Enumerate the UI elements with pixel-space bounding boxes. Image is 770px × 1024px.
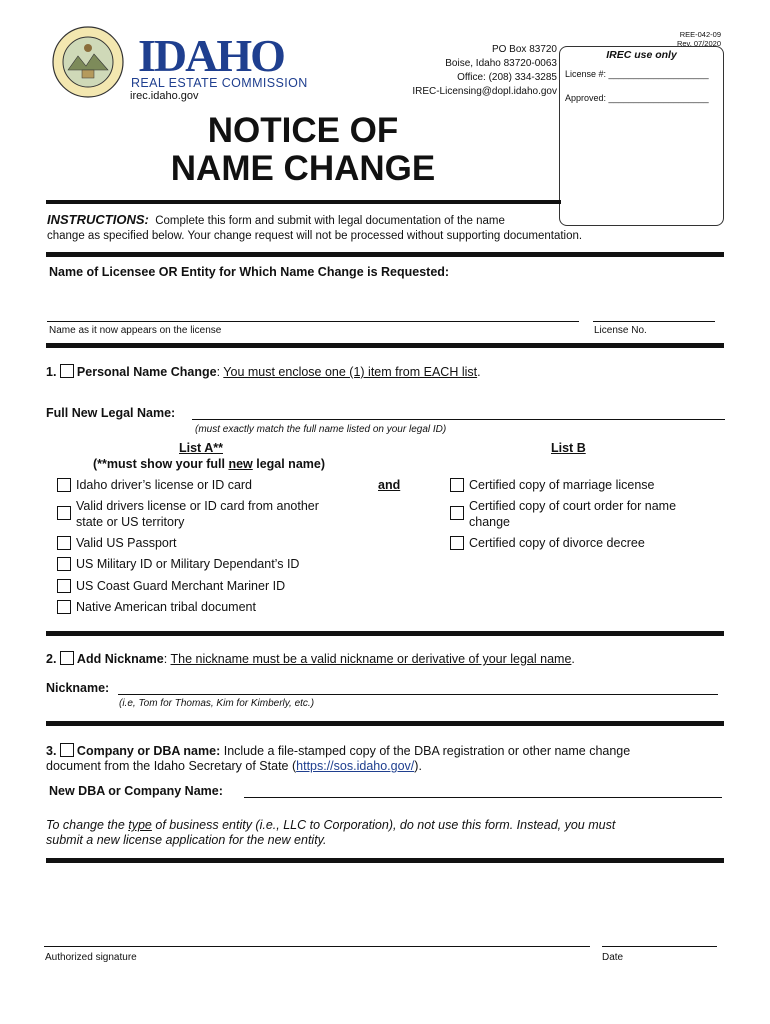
list-a-item: US Coast Guard Merchant Mariner ID xyxy=(76,579,286,593)
signature-caption: Authorized signature xyxy=(45,952,137,963)
irec-approved-field: Approved: ____________________ xyxy=(565,93,709,103)
contact-email: IREC-Licensing@dopl.idaho.gov xyxy=(412,86,557,97)
state-seal-logo xyxy=(52,26,124,98)
licensee-name-caption: Name as it now appears on the license xyxy=(49,325,222,336)
form-number: REE-042-09 xyxy=(679,30,721,39)
personal-name-change-checkbox[interactable] xyxy=(60,364,74,378)
section2-period: . xyxy=(571,652,575,666)
divider xyxy=(46,200,561,204)
section1-number: 1. xyxy=(46,365,57,379)
irec-box-title: IREC use only xyxy=(606,49,677,61)
dba-label: New DBA or Company Name: xyxy=(49,784,223,798)
list-b-checkbox-marriage[interactable] xyxy=(450,478,464,492)
page-title xyxy=(158,112,448,188)
list-a-checkbox-passport[interactable] xyxy=(57,536,71,550)
section2-title: Add Nickname xyxy=(76,652,164,666)
list-a-title: List A** xyxy=(179,441,223,455)
section1-requirement: You must enclose one (1) item from EACH list xyxy=(223,365,478,379)
licensee-heading: Name of Licensee OR Entity for Which Name Change is Requested: xyxy=(49,265,450,279)
list-b-item: Certified copy of court order for name xyxy=(469,499,677,513)
list-a-checkbox-coast-guard[interactable] xyxy=(57,579,71,593)
licensee-name-field[interactable] xyxy=(47,310,579,322)
and-label: and xyxy=(378,478,401,492)
list-a-checkbox-military-id[interactable] xyxy=(57,557,71,571)
divider xyxy=(46,343,724,348)
full-name-label: Full New Legal Name: xyxy=(46,406,176,420)
instructions-label: INSTRUCTIONS: xyxy=(47,212,149,227)
list-a-item: Native American tribal document xyxy=(76,600,256,614)
nickname-field[interactable] xyxy=(118,681,718,695)
irec-license-field: License #: ____________________ xyxy=(565,69,709,79)
full-name-field[interactable] xyxy=(192,406,725,420)
company-dba-checkbox[interactable] xyxy=(60,743,74,757)
list-a-item: US Military ID or Military Dependant’s ID xyxy=(76,557,300,571)
section2-colon: : xyxy=(163,652,168,666)
date-field[interactable] xyxy=(602,935,717,947)
address-line1: PO Box 83720 xyxy=(491,44,557,55)
title-line1: NOTICE OF xyxy=(207,111,399,150)
list-a-checkbox-idaho-dl[interactable] xyxy=(57,478,71,492)
section3-title: Company or DBA name: xyxy=(76,744,221,758)
list-a-item: Idaho driver’s license or ID card xyxy=(76,478,253,492)
add-nickname-checkbox[interactable] xyxy=(60,651,74,665)
divider xyxy=(46,631,724,636)
list-b-title: List B xyxy=(551,441,586,455)
section2-number: 2. xyxy=(46,652,57,666)
section1-header xyxy=(46,364,481,380)
dba-name-field[interactable] xyxy=(244,784,722,798)
divider xyxy=(46,252,724,257)
nickname-example: (i.e, Tom for Thomas, Kim for Kimberly, etc.) xyxy=(119,698,315,709)
divider xyxy=(46,858,724,863)
form-revision: Rev. 07/2020 xyxy=(676,39,721,48)
list-b-checkbox-divorce[interactable] xyxy=(450,536,464,550)
list-a-item: Valid drivers license or ID card from another xyxy=(76,499,319,513)
list-a-checkbox-other-dl[interactable] xyxy=(57,506,71,520)
irec-use-only-box xyxy=(559,46,724,226)
instructions-text-2: change as specified below. Your change request will not be processed without supporting documentation. xyxy=(47,230,583,242)
list-b-item: change xyxy=(469,515,511,529)
list-b-item: Certified copy of divorce decree xyxy=(469,536,645,550)
section3-text-2-end: ). xyxy=(414,759,422,773)
license-number-caption: License No. xyxy=(594,325,647,336)
instructions xyxy=(47,212,687,244)
section1-colon: : xyxy=(216,365,221,379)
section3-number: 3. xyxy=(46,744,57,758)
section1-title: Personal Name Change xyxy=(76,365,217,379)
address-line2: Boise, Idaho 83720-0063 xyxy=(445,58,557,69)
divider xyxy=(46,721,724,726)
office-phone: Office: (208) 334-3285 xyxy=(457,72,557,83)
list-a-checkbox-tribal[interactable] xyxy=(57,600,71,614)
agency-website: irec.idaho.gov xyxy=(130,90,199,102)
contact-block xyxy=(412,43,557,99)
signature-field[interactable] xyxy=(44,935,590,947)
nickname-label: Nickname: xyxy=(46,681,110,695)
list-a-item: state or US territory xyxy=(76,515,185,529)
section2-header xyxy=(46,651,575,667)
section2-requirement: The nickname must be a valid nickname or derivative of your legal name xyxy=(170,652,572,666)
section3-header xyxy=(46,743,736,774)
section3-text-1: Include a file-stamped copy of the DBA registration or other name change xyxy=(223,744,631,758)
title-line2: NAME CHANGE xyxy=(170,149,436,188)
full-name-note: (must exactly match the full name listed on your legal ID) xyxy=(195,424,447,435)
list-a-note: (**must show your full new legal name) xyxy=(93,457,325,471)
section1-period: . xyxy=(477,365,481,379)
list-b-checkbox-court-order[interactable] xyxy=(450,506,464,520)
agency-logo-wordmark: IDAHO xyxy=(138,30,284,81)
license-number-field[interactable] xyxy=(593,310,715,322)
agency-subtitle: REAL ESTATE COMMISSION xyxy=(131,76,308,90)
sos-link[interactable]: https://sos.idaho.gov/ xyxy=(296,759,415,773)
date-caption: Date xyxy=(602,952,624,963)
list-b-item: Certified copy of marriage license xyxy=(469,478,655,492)
entity-change-note: To change the type of business entity (i.e., LLC to Corporation), do not use this form. Instead, you must submit a new license application for the new entity. xyxy=(46,818,616,847)
section3-text-2: document from the Idaho Secretary of State ( xyxy=(46,759,297,773)
list-a-item: Valid US Passport xyxy=(76,536,177,550)
instructions-text-1: Complete this form and submit with legal documentation of the name xyxy=(155,215,505,227)
